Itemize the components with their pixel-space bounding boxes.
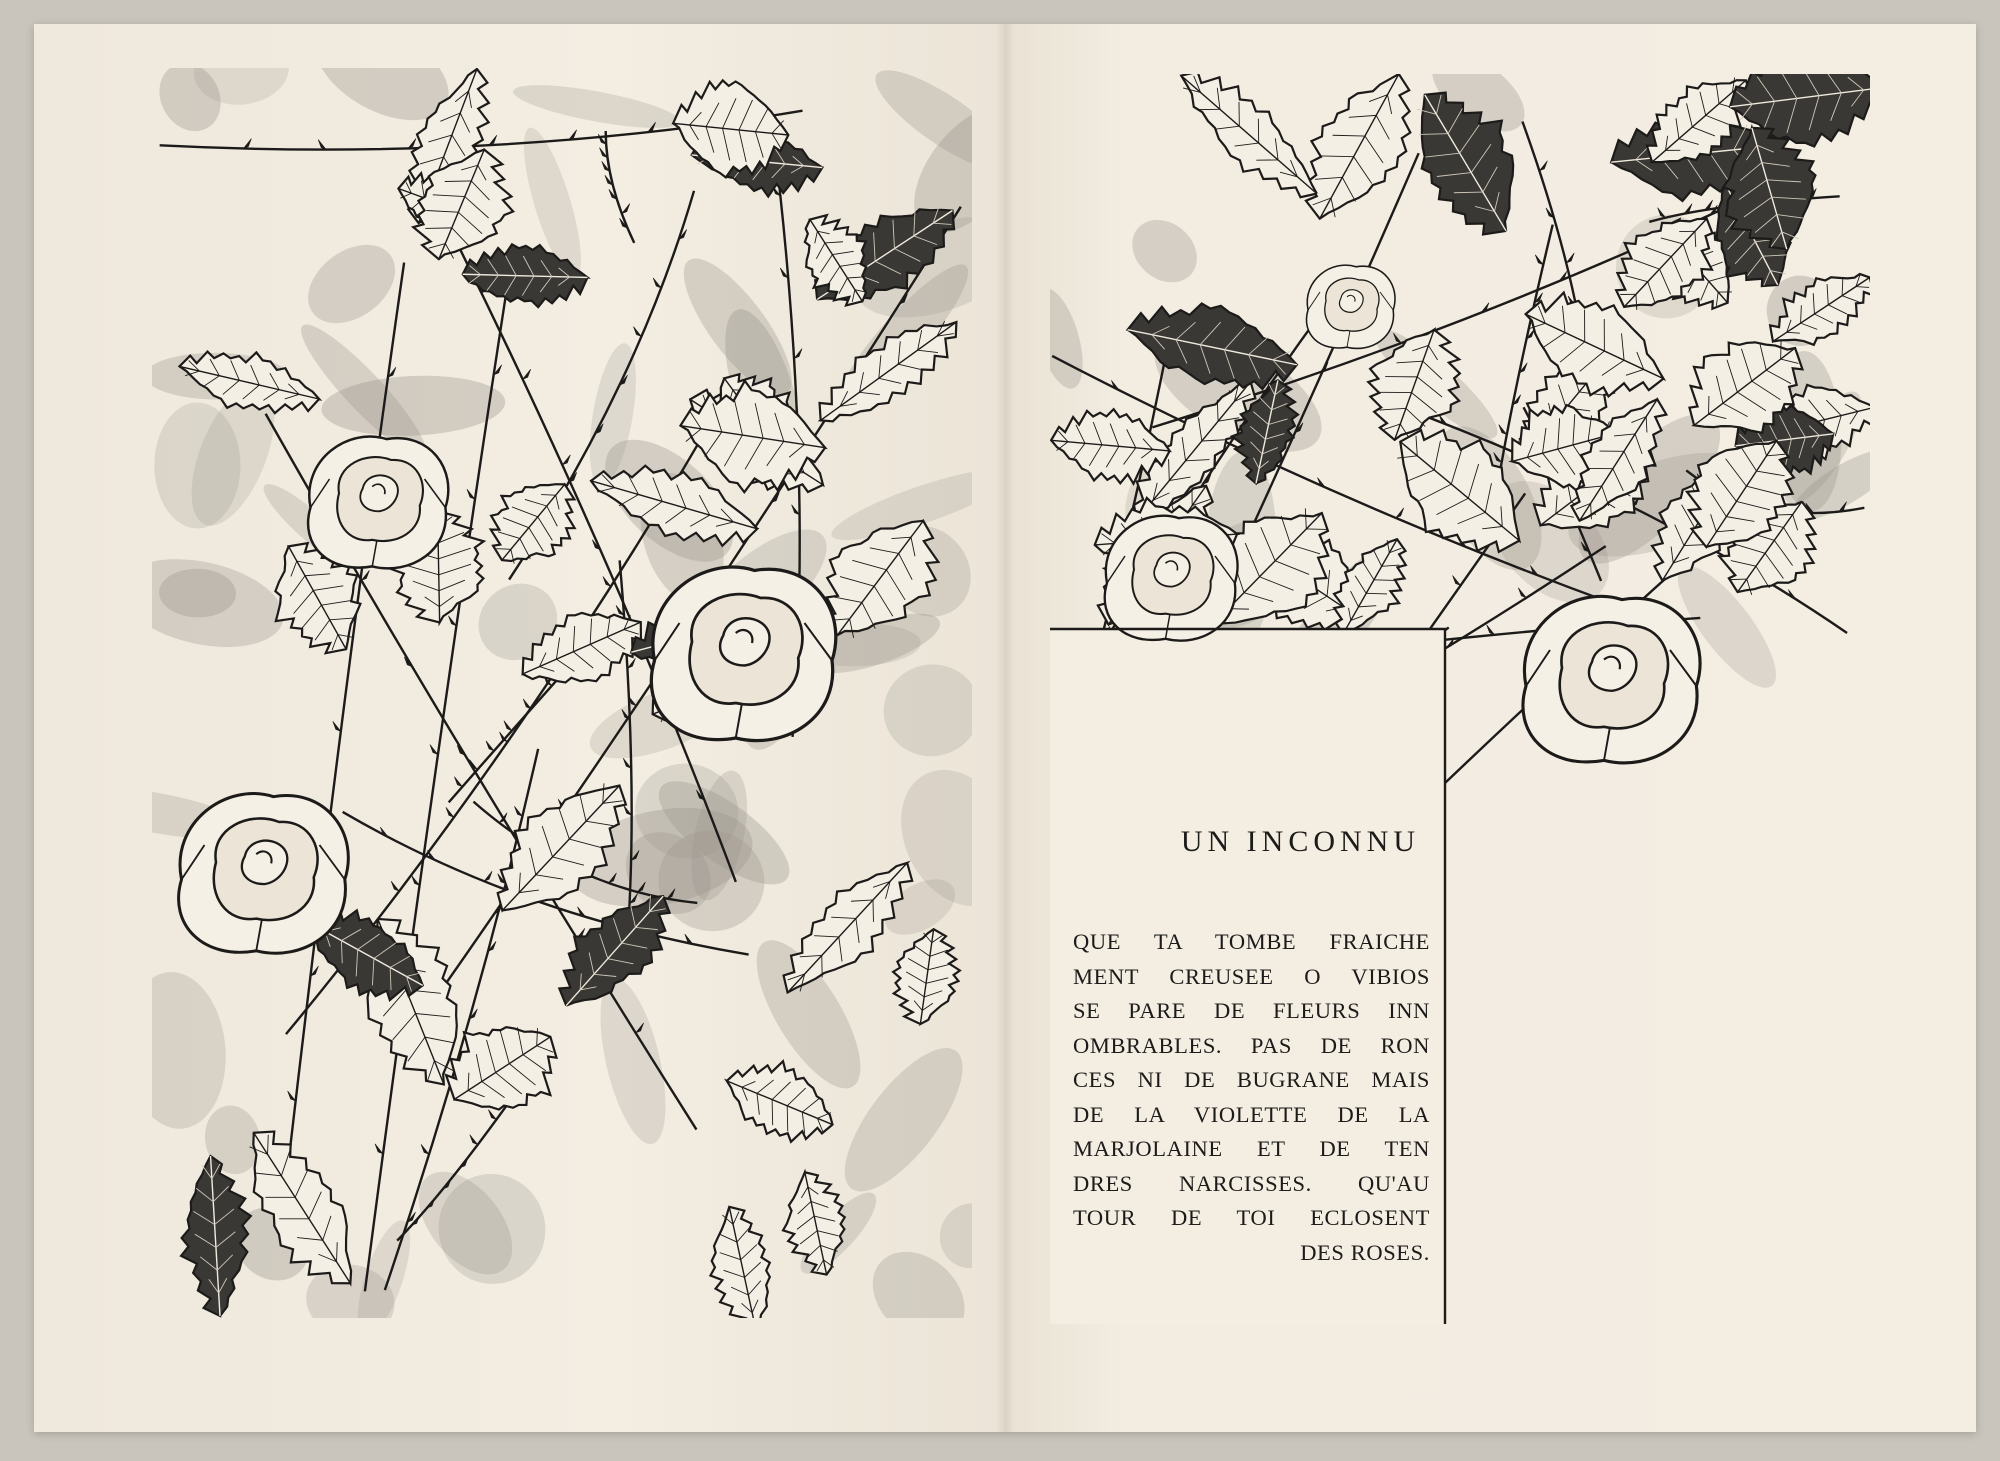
thorn	[318, 140, 326, 150]
thorn	[484, 871, 492, 881]
thorn	[1518, 588, 1526, 598]
poem-line: CES NI DE BUGRANE MAIS	[1073, 1067, 1430, 1092]
thorn	[460, 1158, 468, 1168]
rose-shape	[1306, 265, 1395, 348]
thorn	[794, 349, 802, 359]
shadow-patch	[588, 973, 679, 1150]
poem-line: MENT CREUSEE O VIBIOS	[1073, 963, 1430, 989]
thorn	[562, 455, 570, 465]
rose-shape	[651, 567, 835, 741]
thorn	[1539, 161, 1547, 171]
leaf-shape	[886, 924, 965, 1028]
thorn	[421, 1144, 429, 1154]
leaf-shape	[1160, 74, 1336, 218]
thorn	[633, 327, 641, 337]
stem-line	[606, 131, 635, 243]
thorn	[467, 489, 475, 499]
rose-engraving-left	[152, 68, 972, 1318]
thorn	[771, 493, 779, 503]
shadow-patch	[1120, 207, 1210, 295]
shadow-patch	[293, 229, 410, 340]
poem-line: SE PARE DE FLEURS INN	[1073, 998, 1430, 1023]
thorn	[1111, 380, 1119, 390]
poem-line: OMBRABLES. PAS DE RON	[1073, 1032, 1430, 1058]
thorn	[486, 741, 494, 751]
thorn	[430, 745, 438, 755]
thorn	[488, 1110, 496, 1120]
poem-line: DE LA VIOLETTE DE LA	[1073, 1101, 1430, 1127]
rose-shape	[308, 437, 448, 569]
book-spread	[34, 24, 1976, 1432]
poem-line: QUE TA TOMBE FRAICHE	[1073, 929, 1430, 954]
thorn	[288, 1091, 296, 1101]
thorn	[1453, 575, 1461, 585]
leaf-shape	[175, 1154, 256, 1318]
thorn	[448, 616, 456, 626]
left-page	[34, 24, 1005, 1432]
thorn	[375, 1144, 383, 1154]
thorn	[470, 1135, 478, 1145]
leaf-shape	[1281, 74, 1437, 240]
shadow-patch	[1050, 283, 1092, 394]
thorn	[1559, 271, 1567, 281]
thorn	[1487, 625, 1495, 635]
thorn	[412, 875, 420, 885]
rose-shape	[1105, 516, 1238, 641]
thorn	[603, 576, 611, 586]
poem-line: TOUR DE TOI ECLOSENT	[1073, 1205, 1430, 1230]
leaf-shape	[470, 458, 594, 585]
leaf-shape	[697, 1201, 783, 1318]
thorn	[454, 777, 462, 787]
thorn	[653, 278, 661, 288]
poem-line: MARJOLAINE ET DE TEN	[1073, 1136, 1430, 1161]
thorn	[333, 721, 341, 731]
thorn	[1317, 478, 1325, 488]
thorn	[1566, 253, 1574, 263]
left-illustration	[152, 68, 972, 1318]
thorn	[391, 881, 399, 891]
thorn	[1535, 255, 1543, 265]
shadow-patch	[510, 76, 683, 136]
thorn	[523, 369, 531, 379]
book-gutter	[996, 24, 1014, 1432]
thorn	[408, 138, 416, 148]
leaf-shape	[803, 298, 972, 444]
poem-title: UN INCONNU	[1180, 825, 1420, 858]
poem-line: DES ROSES.	[1300, 1239, 1430, 1265]
thorn	[1396, 508, 1404, 518]
shadow-patch	[876, 657, 972, 764]
rose-shape	[179, 794, 349, 954]
thorn	[622, 204, 630, 214]
thorn	[446, 807, 454, 817]
rose-shape	[1523, 596, 1700, 763]
thorn	[514, 806, 522, 816]
thorn	[1499, 425, 1507, 435]
thorn	[380, 827, 388, 837]
shadow-patch	[154, 402, 240, 528]
thorn	[627, 658, 635, 668]
thorn	[243, 139, 251, 149]
thorn	[504, 721, 512, 731]
poem-text	[1073, 925, 1430, 1270]
poem-line: DRES NARCISSES. QU'AU	[1073, 1170, 1430, 1196]
